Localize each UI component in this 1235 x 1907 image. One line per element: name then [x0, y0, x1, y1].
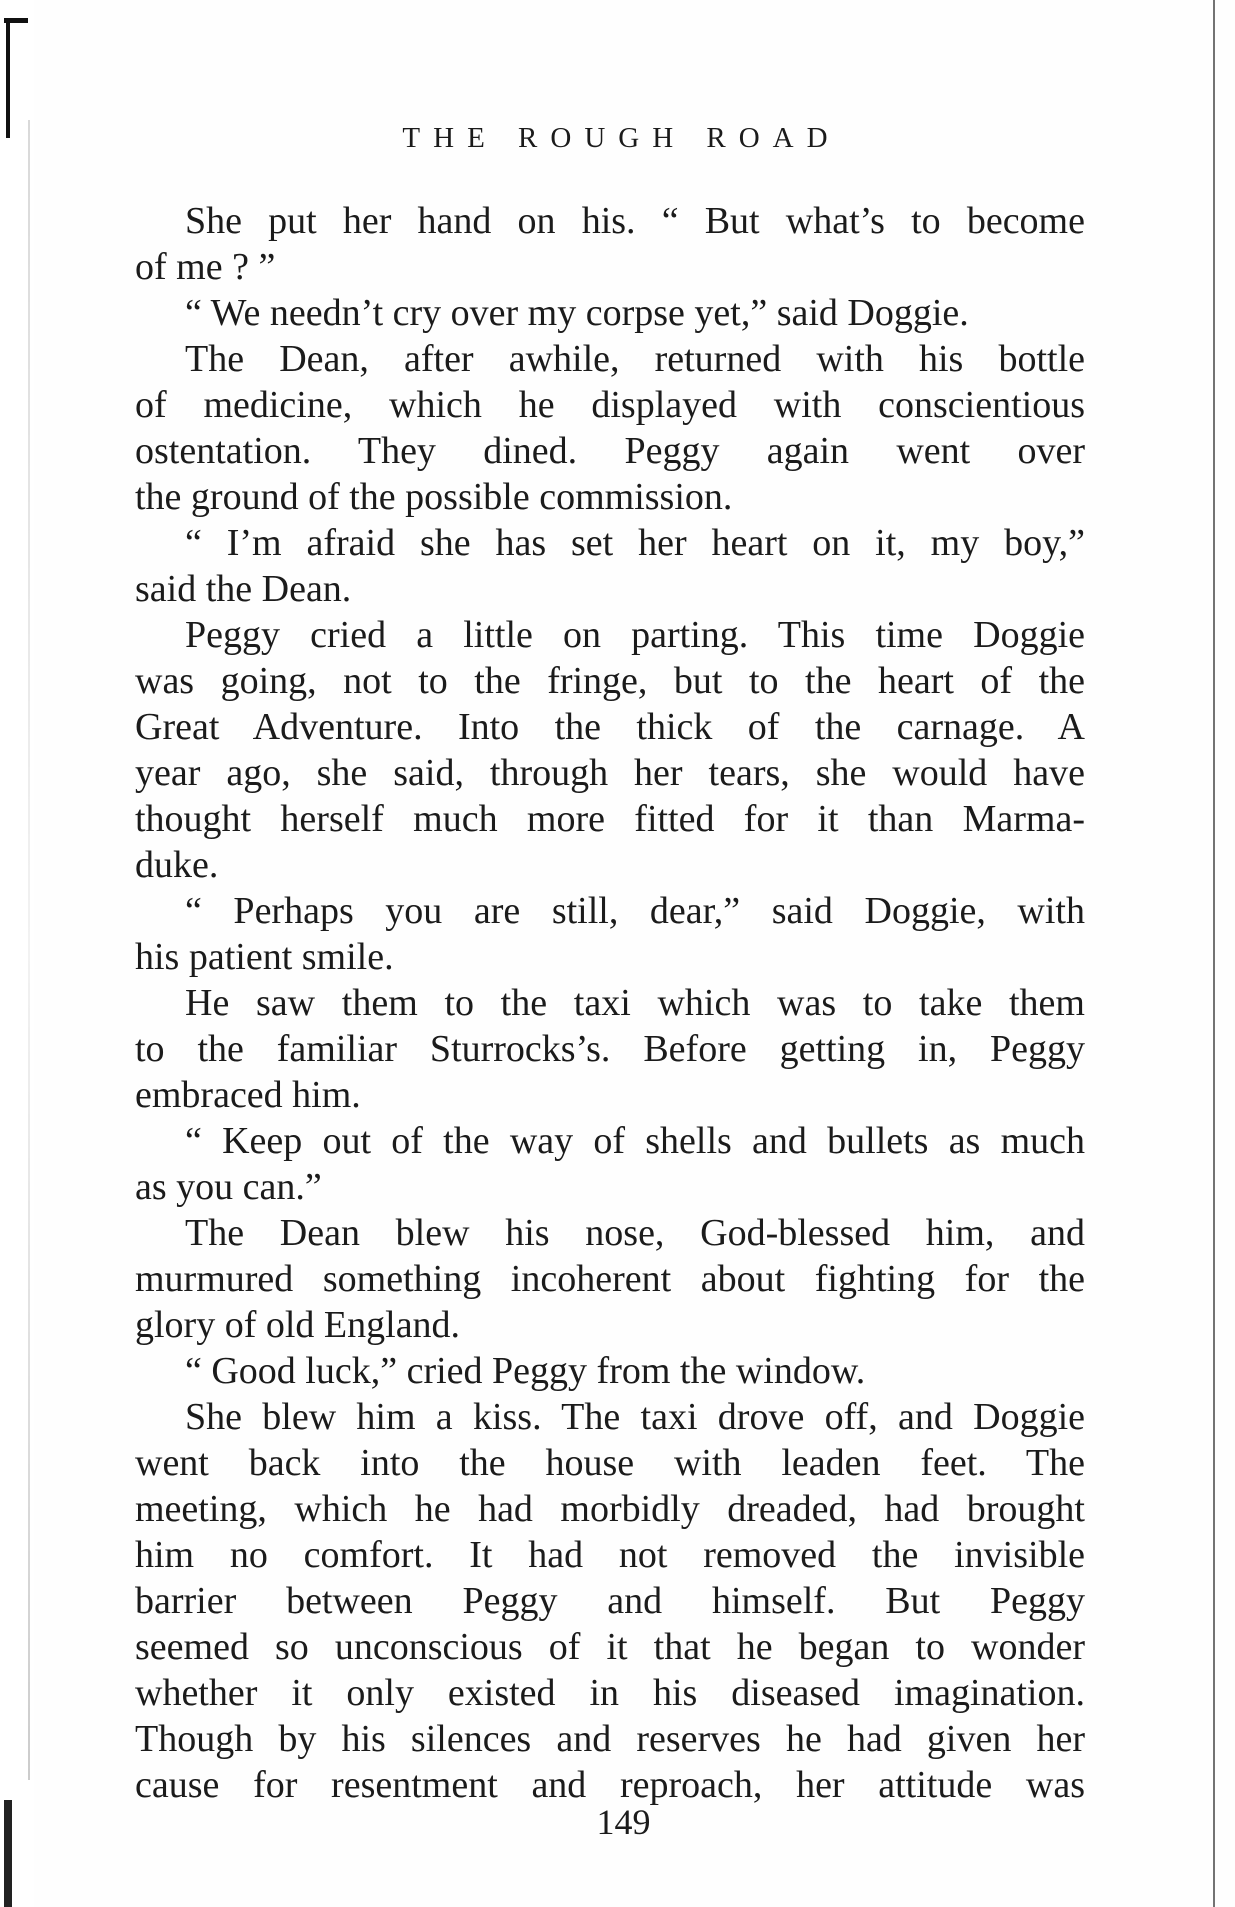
text-line: said the Dean.: [135, 568, 352, 610]
text-line: ostentation. They dined. Peggy again went over: [135, 430, 1085, 472]
text-line: whether it only existed in his diseased imagination.: [135, 1672, 1085, 1714]
running-head: THE ROUGH ROAD: [402, 122, 841, 154]
text-line: “ I’m afraid she has set her heart on it, my boy,”: [185, 522, 1085, 564]
text-line: as you can.”: [135, 1166, 322, 1208]
text-line: duke.: [135, 844, 219, 886]
text-line: seemed so unconscious of it that he began to wonder: [135, 1626, 1085, 1668]
text-line: the ground of the possible commission.: [135, 476, 733, 518]
page-binding-edge: [0, 0, 34, 1907]
text-line: He saw them to the taxi which was to take them: [185, 982, 1085, 1024]
binding-mark-vertical: [6, 18, 10, 138]
text-line: thought herself much more fitted for it than Marma-: [135, 798, 1085, 840]
text-line: barrier between Peggy and himself. But Peggy: [135, 1580, 1085, 1622]
binding-shadow: [28, 120, 30, 1780]
text-line: his patient smile.: [135, 936, 394, 978]
page-number: 149: [596, 1802, 651, 1842]
text-line: him no comfort. It had not removed the invisible: [135, 1534, 1085, 1576]
text-line: She blew him a kiss. The taxi drove off, and Doggie: [185, 1396, 1085, 1438]
text-line: murmured something incoherent about fighting for the: [135, 1258, 1085, 1300]
text-line: The Dean, after awhile, returned with his bottle: [185, 338, 1085, 380]
text-line: of me ? ”: [135, 246, 276, 288]
text-line: “ We needn’t cry over my corpse yet,” said Doggie.: [185, 292, 969, 334]
text-line: The Dean blew his nose, God-blessed him, and: [185, 1212, 1085, 1254]
text-line: year ago, she said, through her tears, she would have: [135, 752, 1085, 794]
text-line: glory of old England.: [135, 1304, 461, 1346]
text-line: Peggy cried a little on parting. This time Doggie: [185, 614, 1085, 656]
page-right-edge: [1213, 0, 1215, 1907]
text-line: Great Adventure. Into the thick of the carnage. A: [135, 706, 1085, 748]
text-line: embraced him.: [135, 1074, 361, 1116]
text-line: went back into the house with leaden feet. The: [135, 1442, 1085, 1484]
text-line: cause for resentment and reproach, her attitude was: [135, 1764, 1085, 1806]
text-line: to the familiar Sturrocks’s. Before getting in, Peggy: [135, 1028, 1085, 1070]
text-line: of medicine, which he displayed with conscientious: [135, 384, 1085, 426]
text-line: “ Keep out of the way of shells and bullets as much: [185, 1120, 1085, 1162]
body-text: [135, 198, 1085, 1808]
text-line: was going, not to the fringe, but to the heart of the: [135, 660, 1085, 702]
text-line: She put her hand on his. “ But what’s to become: [185, 200, 1085, 242]
text-line: Though by his silences and reserves he had given her: [135, 1718, 1085, 1760]
text-line: “ Perhaps you are still, dear,” said Doggie, with: [185, 890, 1085, 932]
text-line: meeting, which he had morbidly dreaded, had brought: [135, 1488, 1085, 1530]
text-line: “ Good luck,” cried Peggy from the window.: [185, 1350, 866, 1392]
